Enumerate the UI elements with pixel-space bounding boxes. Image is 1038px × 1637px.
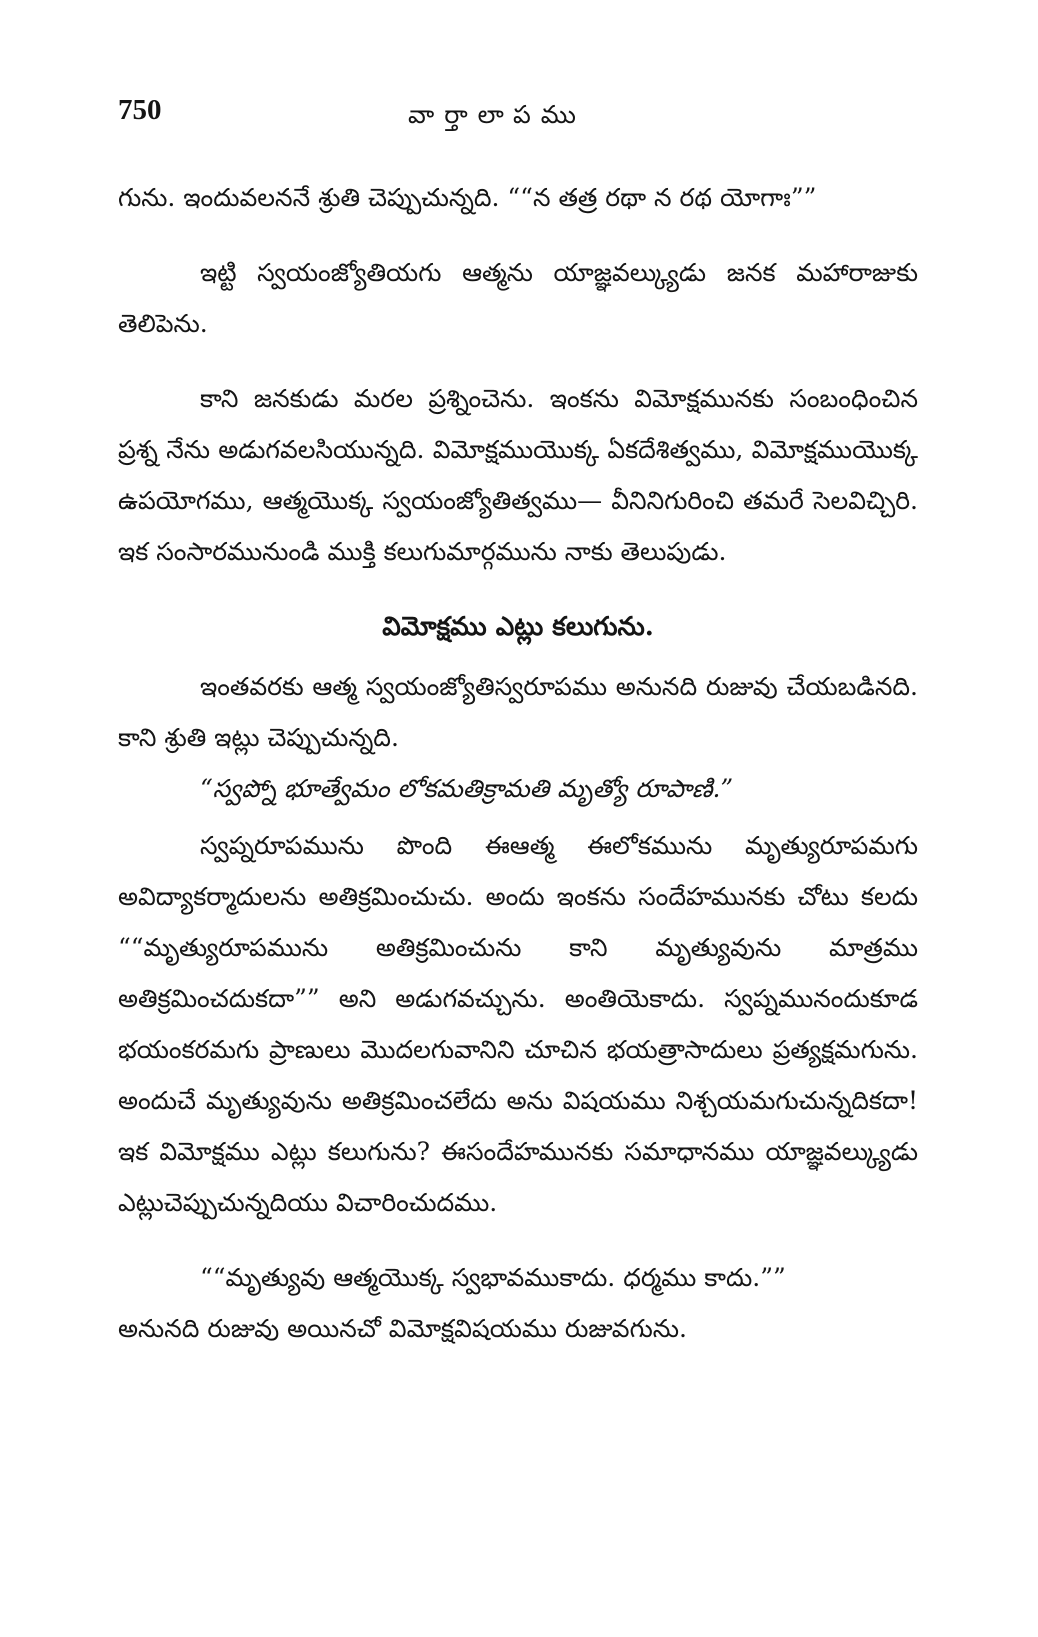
paragraph-conclusion: అనునది రుజువు అయినచో విమోక్షవిషయము రుజువగును. xyxy=(118,1314,687,1343)
scripture-quote: “స్వప్నో భూత్వేమం లోకమతిక్రామతి మృత్యో రూపాణి.” xyxy=(200,774,734,803)
paragraph-continued: గును. ఇందువలననే శ్రుతి చెప్పుచున్నది. ““న తత్ర రథా న రథ యోగాః”” xyxy=(118,183,817,212)
paragraph-dream-state: స్వప్నరూపమును పొంది ఈఆత్మ ఈలోకమును మృత్యురూపమగు అవిద్యాకర్మాదులను అతిక్రమించుచు. అందు ఇంకను సందేహమునకు చోటు కలదు ““మృత్యురూపమును అతిక్రమించును కాని మృత్యువును మాత్రము అతిక్రమించదుకదా”” అని అడుగవచ్చును. అంతియెకాదు. స్వప్నమునందుకూడ భయంకరమగు ప్రాణులు మొదలగువానిని చూచిన భయత్రాసాదులు ప్రత్యక్షమగును. అందుచే మృత్యువును అతిక్రమించలేదు అను విషయము నిశ్చయమగుచున్నదికదా! ఇక విమోక్షము ఎట్లు కలుగును? ఈసందేహమునకు సమాధానము యాజ్ఞవల్క్యుడు ఎట్లుచెప్పుచున్నదియు విచారించుదము. xyxy=(118,831,918,1217)
page-header xyxy=(118,94,938,144)
page-body xyxy=(118,172,918,1378)
running-title: వార్తాలాపము xyxy=(408,100,586,129)
section-heading: విమోక్షము ఎట్లు కలుగును. xyxy=(382,612,654,642)
paragraph-self-light: ఇట్టి స్వయంజ్యోతియగు ఆత్మను యాజ్ఞవల్క్యుడు జనక మహారాజుకు తెలిపెను. xyxy=(118,258,918,338)
closing-quote: ““మృత్యువు ఆత్మయొక్క స్వభావముకాదు. ధర్మము కాదు.”” xyxy=(200,1263,786,1292)
page-number: 750 xyxy=(118,94,162,126)
paragraph-janaka-question: కాని జనకుడు మరల ప్రశ్నించెను. ఇంకను విమోక్షమునకు సంబంధించిన ప్రశ్న నేను అడుగవలసియున్నది. విమోక్షముయొక్క ఏకదేశిత్వము, విమోక్షముయొక్క ఉపయోగము, ఆత్మయొక్క స్వయంజ్యోతిత్వము— వీనినిగురించి తమరే సెలవిచ్చిరి. ఇక సంసారమునుండి ముక్తి కలుగుమార్గమును నాకు తెలుపుడు. xyxy=(118,384,918,566)
paragraph-proof: ఇంతవరకు ఆత్మ స్వయంజ్యోతిస్వరూపము అనునది రుజువు చేయబడినది. కాని శ్రుతి ఇట్లు చెప్పుచున్నది. xyxy=(118,672,918,752)
